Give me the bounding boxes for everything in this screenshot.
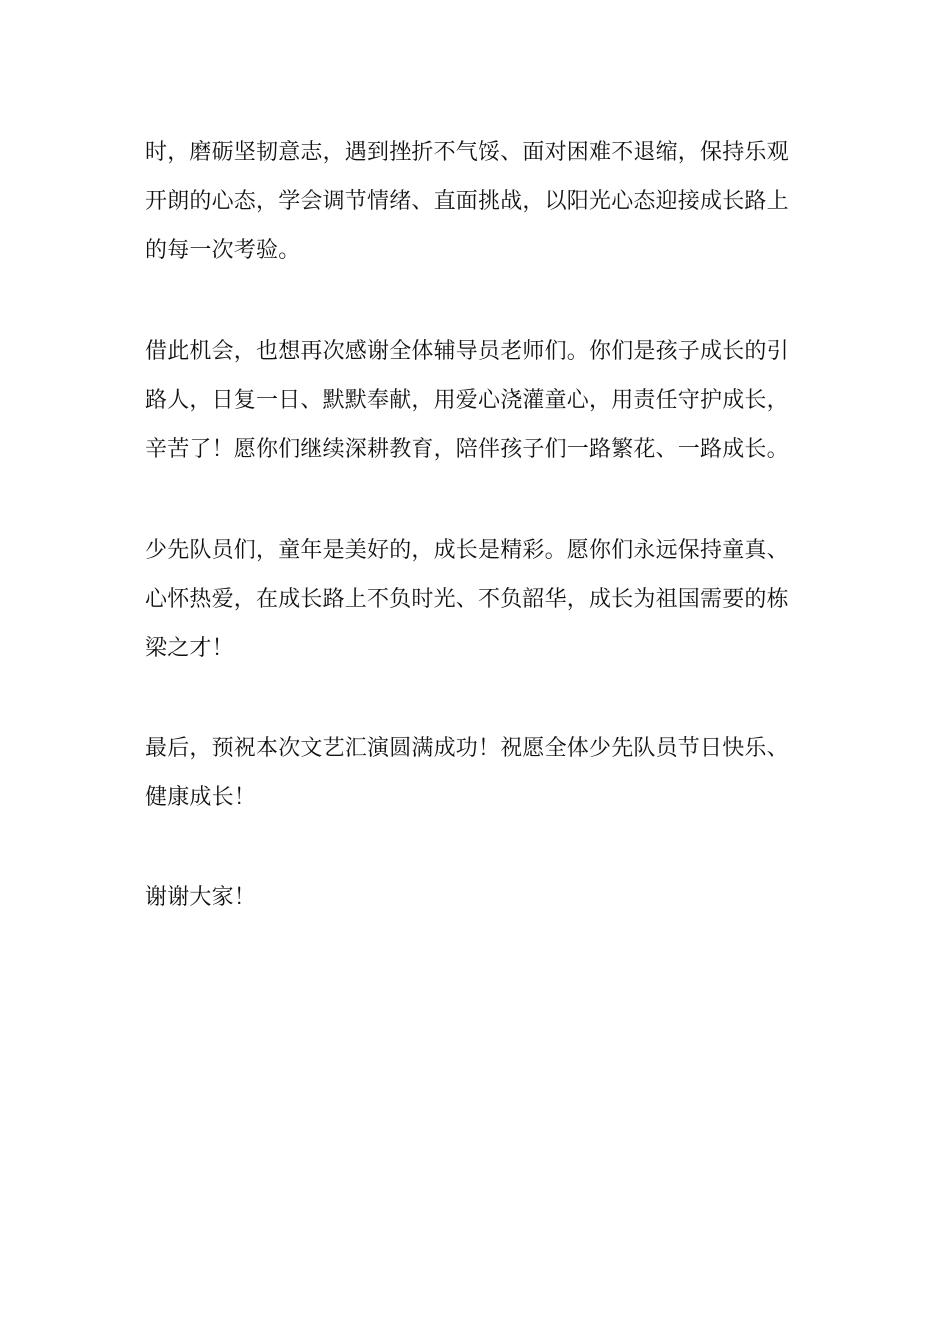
paragraph-line: 辛苦了！愿你们继续深耕教育，陪伴孩子们一路繁花、一路成长。 (145, 437, 789, 462)
paragraph-line: 的每一次考验。 (145, 238, 301, 263)
paragraph-line: 谢谢大家！ (145, 885, 257, 910)
paragraph-line: 少先队员们，童年是美好的，成长是精彩。愿你们永远保持童真、 (145, 538, 789, 563)
paragraph-line: 时，磨砺坚韧意志，遇到挫折不气馁、面对困难不退缩，保持乐观 (145, 140, 789, 165)
paragraph-line: 心怀热爱，在成长路上不负时光、不负韶华，成长为祖国需要的栋 (145, 587, 789, 612)
closing-line (145, 873, 817, 922)
paragraph-line: 借此机会，也想再次感谢全体辅导员老师们。你们是孩子成长的引 (145, 339, 789, 364)
paragraph-2 (145, 327, 817, 474)
paragraph-1 (145, 128, 817, 275)
paragraph-3 (145, 526, 817, 673)
paragraph-line: 路人，日复一日、默默奉献，用爱心浇灌童心，用责任守护成长， (145, 388, 789, 413)
paragraph-line: 梁之才！ (145, 636, 234, 661)
paragraph-line: 开朗的心态，学会调节情绪、直面挑战，以阳光心态迎接成长路上 (145, 189, 789, 214)
paragraph-line: 健康成长！ (145, 785, 257, 810)
paragraph-line: 最后，预祝本次文艺汇演圆满成功！祝愿全体少先队员节日快乐、 (145, 736, 789, 761)
paragraph-4 (145, 724, 817, 822)
